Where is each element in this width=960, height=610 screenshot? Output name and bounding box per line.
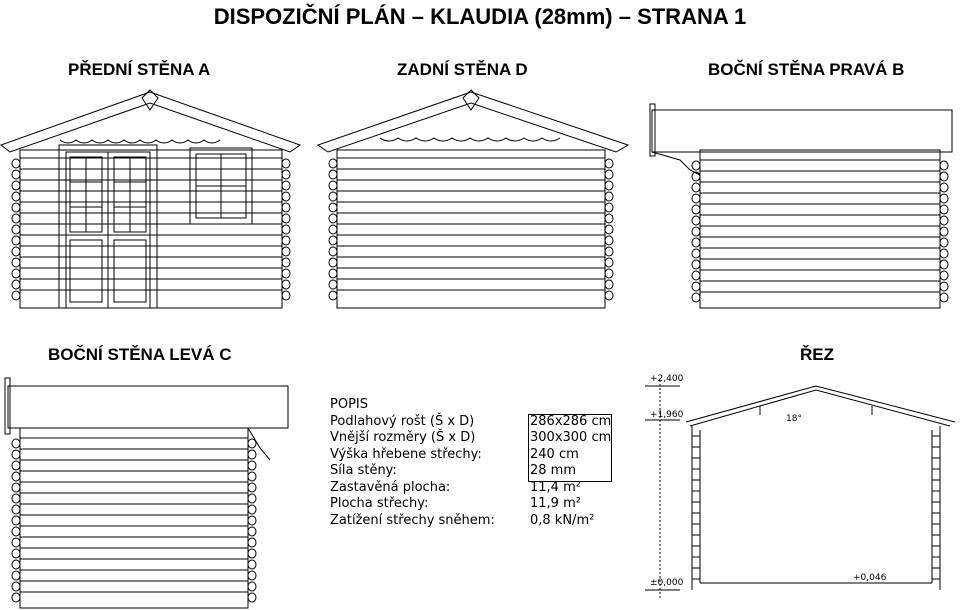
log-end <box>12 483 20 492</box>
log-end <box>248 494 256 503</box>
log-end <box>12 450 20 459</box>
log-end <box>282 170 290 179</box>
description-row <box>330 414 650 431</box>
description-row <box>330 480 650 497</box>
description-label: Zastavěná plocha: <box>330 479 451 495</box>
log-end <box>248 461 256 470</box>
description-label: Výška hřebene střechy: <box>330 446 482 462</box>
log-end <box>605 258 613 267</box>
level-ground: ±0,000 <box>650 578 684 588</box>
log-end <box>282 181 290 190</box>
log-end <box>12 538 20 547</box>
description-label: Podlahový rošt (Š x D) <box>330 413 475 429</box>
description-value: 11,9 m² <box>530 496 581 511</box>
back-wall-label: ZADNÍ STĚNA D <box>397 60 528 79</box>
log-end <box>940 271 948 280</box>
description-label: Síla stěny: <box>330 463 397 478</box>
log-end <box>248 560 256 569</box>
log-end <box>605 203 613 212</box>
section-drawing <box>645 380 955 600</box>
log-end <box>248 516 256 525</box>
log-end <box>248 549 256 558</box>
roof-angle: 18° <box>786 414 802 424</box>
back-wall-drawing <box>318 90 628 308</box>
log-end <box>940 293 948 302</box>
log-end <box>12 461 20 470</box>
log-end <box>12 247 20 256</box>
log-end <box>248 505 256 514</box>
log-end <box>329 280 337 289</box>
description-row <box>330 513 650 530</box>
page-title: DISPOZIČNÍ PLÁN – KLAUDIA (28mm) – STRANA 1 <box>213 4 747 29</box>
log-end <box>940 238 948 247</box>
log-end <box>940 194 948 203</box>
log-end <box>605 291 613 300</box>
log-end <box>692 227 700 236</box>
log-end <box>12 214 20 223</box>
log-end <box>12 236 20 245</box>
log-end <box>12 582 20 591</box>
section-label: ŘEZ <box>800 345 834 364</box>
description-value: 300x300 cm <box>530 430 612 445</box>
log-end <box>329 269 337 278</box>
right-wall-label: BOČNÍ STĚNA PRAVÁ B <box>708 60 905 79</box>
log-end <box>605 214 613 223</box>
front-wall-drawing <box>1 90 300 308</box>
log-end <box>692 183 700 192</box>
description-row <box>330 447 650 464</box>
front-wall-label: PŘEDNÍ STĚNA A <box>68 60 211 79</box>
log-end <box>12 258 20 267</box>
log-end <box>329 214 337 223</box>
log-end <box>605 181 613 190</box>
log-end <box>692 282 700 291</box>
log-end <box>12 571 20 580</box>
log-end <box>605 269 613 278</box>
log-end <box>282 291 290 300</box>
description-label: Plocha střechy: <box>330 496 429 511</box>
level-top: +2,400 <box>650 374 684 384</box>
description-value: 286x286 cm <box>530 413 612 429</box>
log-end <box>692 216 700 225</box>
log-end <box>605 247 613 256</box>
left-wall-label: BOČNÍ STĚNA LEVÁ C <box>48 345 232 364</box>
log-end <box>12 494 20 503</box>
log-end <box>940 172 948 181</box>
log-end <box>282 247 290 256</box>
log-end <box>692 238 700 247</box>
log-end <box>12 516 20 525</box>
log-end <box>248 593 256 602</box>
log-end <box>248 538 256 547</box>
log-end <box>12 505 20 514</box>
description-value: 240 cm <box>530 446 579 462</box>
log-end <box>248 439 256 448</box>
log-end <box>692 271 700 280</box>
log-end <box>692 260 700 269</box>
log-end <box>12 560 20 569</box>
log-end <box>692 205 700 214</box>
log-end <box>329 159 337 168</box>
log-end <box>248 582 256 591</box>
log-end <box>605 159 613 168</box>
log-end <box>12 549 20 558</box>
log-end <box>605 170 613 179</box>
log-end <box>692 161 700 170</box>
log-end <box>12 593 20 602</box>
log-end <box>692 194 700 203</box>
log-end <box>940 249 948 258</box>
right-wall-drawing <box>650 104 952 308</box>
log-end <box>605 280 613 289</box>
log-end <box>940 183 948 192</box>
log-end <box>12 181 20 190</box>
log-end <box>282 269 290 278</box>
log-end <box>282 236 290 245</box>
log-end <box>940 216 948 225</box>
log-end <box>248 483 256 492</box>
description-value: 28 mm <box>530 463 577 478</box>
log-end <box>12 280 20 289</box>
log-end <box>12 269 20 278</box>
log-end <box>940 161 948 170</box>
log-end <box>248 472 256 481</box>
description-label: Vnější rozměry (Š x D) <box>330 430 476 445</box>
log-end <box>12 439 20 448</box>
description-value: 0,8 kN/m² <box>530 512 595 528</box>
description-label: Zatížení střechy sněhem: <box>330 512 495 528</box>
log-end <box>248 571 256 580</box>
log-end <box>12 192 20 201</box>
log-end <box>282 214 290 223</box>
log-end <box>692 249 700 258</box>
description-table <box>330 397 650 529</box>
log-end <box>329 170 337 179</box>
log-end <box>329 192 337 201</box>
log-end <box>12 203 20 212</box>
log-end <box>329 203 337 212</box>
log-end <box>282 159 290 168</box>
log-end <box>12 225 20 234</box>
description-row <box>330 463 650 480</box>
log-end <box>12 527 20 536</box>
description-row <box>330 496 650 513</box>
log-end <box>282 280 290 289</box>
log-end <box>282 225 290 234</box>
log-end <box>12 472 20 481</box>
log-end <box>329 181 337 190</box>
log-end <box>940 282 948 291</box>
log-end <box>282 203 290 212</box>
left-wall-drawing <box>5 378 288 608</box>
log-end <box>605 192 613 201</box>
log-end <box>282 258 290 267</box>
log-end <box>940 227 948 236</box>
log-end <box>248 527 256 536</box>
log-end <box>605 225 613 234</box>
description-row <box>330 430 650 447</box>
log-end <box>329 258 337 267</box>
level-eave: +1,960 <box>650 410 684 420</box>
log-end <box>692 293 700 302</box>
log-end <box>940 205 948 214</box>
log-end <box>940 260 948 269</box>
log-end <box>12 291 20 300</box>
description-value: 11,4 m² <box>530 479 581 495</box>
log-end <box>329 236 337 245</box>
log-end <box>605 236 613 245</box>
log-end <box>282 192 290 201</box>
log-end <box>329 291 337 300</box>
description-heading: POPIS <box>330 397 368 412</box>
log-end <box>12 159 20 168</box>
log-end <box>329 225 337 234</box>
log-end <box>248 450 256 459</box>
level-floor: +0,046 <box>853 573 887 583</box>
log-end <box>329 247 337 256</box>
log-end <box>12 170 20 179</box>
